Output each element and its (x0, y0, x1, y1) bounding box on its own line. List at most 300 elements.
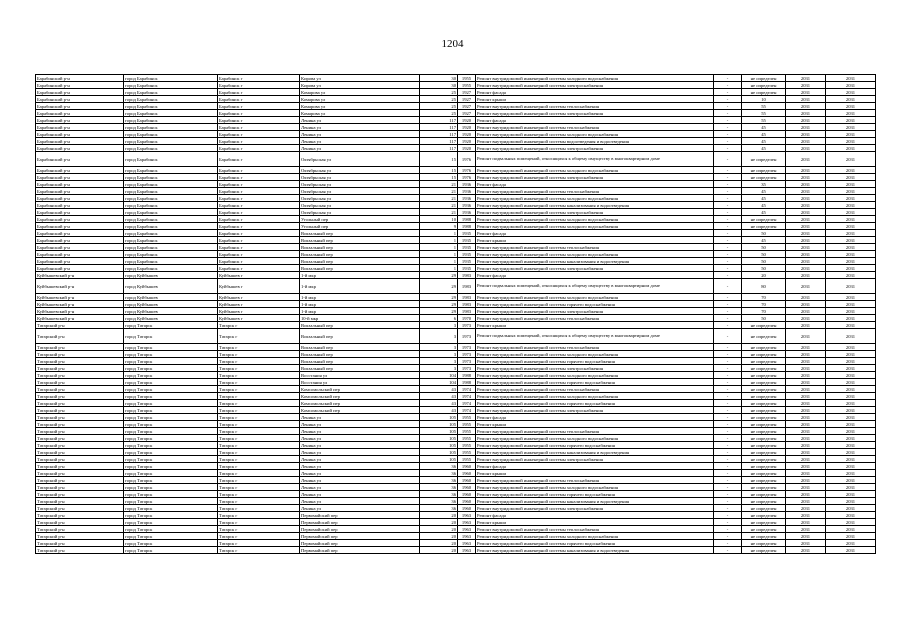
cell-year: 1936 (458, 181, 476, 188)
cell-house: 104 (420, 372, 458, 379)
cell-area: - (714, 294, 742, 301)
cell-locality: Татарск г (218, 512, 300, 519)
cell-start: 2031 (786, 308, 826, 315)
cell-house: 10 (420, 216, 458, 223)
cell-start: 2031 (786, 329, 826, 344)
table-row (36, 145, 876, 152)
cell-cost: не определен (742, 344, 786, 351)
cell-work: Ремонт внутридомовой инженерной системы горячего водоснабжения (476, 379, 714, 386)
cell-house: 105 (420, 435, 458, 442)
cell-street: Первомайский пер (300, 540, 420, 547)
cell-area: - (714, 272, 742, 279)
cell-locality: Барабинск г (218, 265, 300, 272)
table-row (36, 216, 876, 223)
cell-cost: не определен (742, 223, 786, 230)
cell-cost: 45 (742, 131, 786, 138)
table-row (36, 209, 876, 216)
cell-settlement: город Барабинск (124, 89, 218, 96)
cell-year: 1983 (458, 272, 476, 279)
cell-street: Комарова ул (300, 110, 420, 117)
cell-house: 117 (420, 117, 458, 124)
cell-district: Барабинский р-н (36, 145, 124, 152)
cell-cost: 45 (742, 195, 786, 202)
table-row (36, 329, 876, 344)
cell-settlement: город Татарск (124, 540, 218, 547)
table-row (36, 540, 876, 547)
cell-end: 2031 (826, 75, 876, 82)
cell-start: 2031 (786, 152, 826, 167)
cell-locality: Барабинск г (218, 145, 300, 152)
cell-street: Вокзальный пер (300, 251, 420, 258)
cell-district: Барабинский р-н (36, 167, 124, 174)
cell-work: Ремонт внутридомовой инженерной системы электроснабжения (476, 456, 714, 463)
cell-year: 1974 (458, 386, 476, 393)
cell-cost: 45 (742, 237, 786, 244)
cell-cost: 50 (742, 315, 786, 322)
cell-street: 1-й мкр (300, 301, 420, 308)
cell-street: Комарова ул (300, 89, 420, 96)
cell-house: 21 (420, 188, 458, 195)
cell-settlement: город Татарск (124, 491, 218, 498)
table-row (36, 322, 876, 329)
cell-end: 2031 (826, 329, 876, 344)
cell-locality: Татарск г (218, 526, 300, 533)
cell-locality: Татарск г (218, 421, 300, 428)
cell-year: 1927 (458, 89, 476, 96)
cell-settlement: город Барабинск (124, 174, 218, 181)
cell-start: 2031 (786, 463, 826, 470)
table-row (36, 407, 876, 414)
cell-start: 2031 (786, 188, 826, 195)
cell-year: 1955 (458, 435, 476, 442)
cell-area: - (714, 463, 742, 470)
cell-locality: Барабинск г (218, 195, 300, 202)
cell-district: Татарский р-н (36, 386, 124, 393)
cell-locality: Куйбышев г (218, 308, 300, 315)
cell-district: Татарский р-н (36, 477, 124, 484)
cell-end: 2031 (826, 512, 876, 519)
table-row (36, 89, 876, 96)
cell-house: 3 (420, 344, 458, 351)
cell-end: 2031 (826, 174, 876, 181)
cell-street: Ленина ул (300, 463, 420, 470)
cell-end: 2031 (826, 251, 876, 258)
cell-locality: Татарск г (218, 519, 300, 526)
cell-start: 2031 (786, 82, 826, 89)
cell-settlement: город Татарск (124, 428, 218, 435)
cell-end: 2031 (826, 110, 876, 117)
cell-start: 2031 (786, 96, 826, 103)
cell-street: Ленина ул (300, 491, 420, 498)
cell-district: Татарский р-н (36, 351, 124, 358)
cell-year: 1955 (458, 442, 476, 449)
cell-street: Ленина ул (300, 470, 420, 477)
cell-start: 2031 (786, 89, 826, 96)
cell-district: Татарский р-н (36, 533, 124, 540)
cell-end: 2031 (826, 209, 876, 216)
table-row (36, 258, 876, 265)
cell-start: 2031 (786, 351, 826, 358)
cell-street: Первомайский пер (300, 526, 420, 533)
cell-house: 20 (420, 512, 458, 519)
cell-start: 2031 (786, 131, 826, 138)
cell-district: Барабинский р-н (36, 237, 124, 244)
cell-settlement: город Барабинск (124, 209, 218, 216)
cell-locality: Татарск г (218, 463, 300, 470)
cell-work: Ремонт крыши (476, 519, 714, 526)
table-body (36, 75, 876, 554)
cell-street: Октябрьская ул (300, 174, 420, 181)
cell-work: Ремонт внутридомовой инженерной системы электроснабжения (476, 174, 714, 181)
cell-cost: не определен (742, 174, 786, 181)
cell-street: Первомайский пер (300, 512, 420, 519)
cell-house: 15 (420, 152, 458, 167)
cell-house: 29 (420, 301, 458, 308)
cell-end: 2031 (826, 442, 876, 449)
table-row (36, 400, 876, 407)
cell-district: Татарский р-н (36, 365, 124, 372)
cell-district: Татарский р-н (36, 414, 124, 421)
cell-work: Ремонт внутридомовой инженерной системы теплоснабжения (476, 386, 714, 393)
cell-street: 10-й мкр (300, 315, 420, 322)
cell-work: Ремонт внутридомовой инженерной системы канализования и водоотведения (476, 258, 714, 265)
cell-settlement: город Куйбышев (124, 279, 218, 294)
cell-cost: не определен (742, 449, 786, 456)
cell-end: 2031 (826, 272, 876, 279)
cell-cost: не определен (742, 477, 786, 484)
table-row (36, 351, 876, 358)
cell-year: 1963 (458, 540, 476, 547)
cell-settlement: город Барабинск (124, 223, 218, 230)
cell-settlement: город Куйбышев (124, 308, 218, 315)
cell-year: 1973 (458, 344, 476, 351)
cell-work: Ремонт внутридомовой инженерной системы водоотведения и водоотведения (476, 138, 714, 145)
cell-end: 2031 (826, 145, 876, 152)
cell-locality: Барабинск г (218, 124, 300, 131)
cell-end: 2031 (826, 258, 876, 265)
cell-end: 2031 (826, 491, 876, 498)
cell-locality: Барабинск г (218, 202, 300, 209)
cell-house: 29 (420, 294, 458, 301)
cell-district: Татарский р-н (36, 470, 124, 477)
cell-district: Барабинский р-н (36, 152, 124, 167)
cell-district: Барабинский р-н (36, 89, 124, 96)
cell-work: Ремонт внутридомовой инженерной системы электроснабжения (476, 209, 714, 216)
cell-end: 2031 (826, 463, 876, 470)
cell-locality: Татарск г (218, 329, 300, 344)
cell-year: 1935 (458, 244, 476, 251)
cell-start: 2031 (786, 449, 826, 456)
cell-start: 2031 (786, 230, 826, 237)
cell-work: Ремонт внутридомовой инженерной системы теплоснабжения (476, 244, 714, 251)
cell-district: Барабинский р-н (36, 75, 124, 82)
cell-end: 2031 (826, 237, 876, 244)
cell-settlement: город Барабинск (124, 131, 218, 138)
data-table (35, 74, 876, 554)
cell-settlement: город Татарск (124, 365, 218, 372)
cell-house: 1 (420, 244, 458, 251)
cell-start: 2031 (786, 407, 826, 414)
cell-cost: не определен (742, 547, 786, 554)
cell-work: Ремонт внутридомовой инженерной системы холодного водоснабжения (476, 351, 714, 358)
cell-street: Октябрьская ул (300, 181, 420, 188)
cell-street: Восстания ул (300, 379, 420, 386)
cell-year: 1955 (458, 414, 476, 421)
cell-start: 2031 (786, 181, 826, 188)
cell-settlement: город Куйбышев (124, 272, 218, 279)
cell-house: 1 (420, 230, 458, 237)
cell-district: Татарский р-н (36, 400, 124, 407)
cell-cost: 45 (742, 124, 786, 131)
table-row (36, 251, 876, 258)
cell-district: Татарский р-н (36, 484, 124, 491)
table-row (36, 223, 876, 230)
cell-settlement: город Татарск (124, 449, 218, 456)
cell-area: - (714, 145, 742, 152)
cell-year: 1976 (458, 152, 476, 167)
cell-cost: не определен (742, 379, 786, 386)
cell-locality: Барабинск г (218, 209, 300, 216)
cell-cost: не определен (742, 470, 786, 477)
cell-locality: Барабинск г (218, 244, 300, 251)
cell-work: Ремонт внутридомовой инженерной системы теплоснабжения (476, 188, 714, 195)
cell-settlement: город Татарск (124, 477, 218, 484)
cell-house: 29 (420, 272, 458, 279)
cell-settlement: город Татарск (124, 512, 218, 519)
cell-cost: не определен (742, 89, 786, 96)
cell-district: Татарский р-н (36, 322, 124, 329)
cell-cost: не определен (742, 414, 786, 421)
cell-district: Татарский р-н (36, 540, 124, 547)
cell-area: - (714, 188, 742, 195)
cell-area: - (714, 428, 742, 435)
cell-district: Барабинский р-н (36, 174, 124, 181)
table-row (36, 117, 876, 124)
cell-year: 1927 (458, 96, 476, 103)
cell-settlement: город Барабинск (124, 152, 218, 167)
cell-house: 105 (420, 449, 458, 456)
cell-area: - (714, 505, 742, 512)
cell-district: Татарский р-н (36, 344, 124, 351)
cell-locality: Татарск г (218, 547, 300, 554)
table-row (36, 498, 876, 505)
cell-work: Ремонт внутридомовой инженерной системы горячего водоснабжения (476, 491, 714, 498)
cell-end: 2031 (826, 308, 876, 315)
cell-year: 1960 (458, 477, 476, 484)
cell-house: 36 (420, 470, 458, 477)
cell-work: Ремонт фасада (476, 181, 714, 188)
cell-cost: не определен (742, 358, 786, 365)
cell-locality: Татарск г (218, 386, 300, 393)
cell-work: Ремонт внутридомовой инженерной системы холодного водоснабжения (476, 167, 714, 174)
cell-area: - (714, 547, 742, 554)
cell-work: Ремонт внутридомовой инженерной системы теплоснабжения (476, 103, 714, 110)
table-row (36, 202, 876, 209)
cell-locality: Татарск г (218, 344, 300, 351)
cell-area: - (714, 498, 742, 505)
cell-house: 25 (420, 110, 458, 117)
cell-settlement: город Барабинск (124, 230, 218, 237)
cell-district: Татарский р-н (36, 407, 124, 414)
cell-street: Ленина ул (300, 442, 420, 449)
cell-house: 117 (420, 138, 458, 145)
cell-end: 2031 (826, 244, 876, 251)
cell-settlement: город Татарск (124, 547, 218, 554)
table-row (36, 505, 876, 512)
table-row (36, 512, 876, 519)
cell-year: 1963 (458, 533, 476, 540)
cell-street: Ленина ул (300, 477, 420, 484)
cell-house: 3 (420, 358, 458, 365)
cell-locality: Татарск г (218, 400, 300, 407)
cell-cost: не определен (742, 216, 786, 223)
cell-year: 1927 (458, 110, 476, 117)
cell-end: 2031 (826, 294, 876, 301)
cell-locality: Татарск г (218, 456, 300, 463)
table-row (36, 358, 876, 365)
cell-cost: 45 (742, 138, 786, 145)
cell-street: Октябрьская ул (300, 152, 420, 167)
cell-cost: не определен (742, 540, 786, 547)
cell-area: - (714, 351, 742, 358)
cell-year: 1955 (458, 456, 476, 463)
table-row (36, 449, 876, 456)
cell-locality: Татарск г (218, 393, 300, 400)
cell-year: 1988 (458, 216, 476, 223)
cell-settlement: город Татарск (124, 407, 218, 414)
cell-year: 1936 (458, 195, 476, 202)
cell-district: Татарский р-н (36, 421, 124, 428)
cell-district: Татарский р-н (36, 512, 124, 519)
cell-end: 2031 (826, 449, 876, 456)
cell-district: Татарский р-н (36, 519, 124, 526)
cell-work: Ремонт крыши (476, 470, 714, 477)
cell-house: 25 (420, 96, 458, 103)
cell-start: 2031 (786, 491, 826, 498)
cell-district: Татарский р-н (36, 505, 124, 512)
cell-work: Ремонт фасада (476, 414, 714, 421)
cell-work: Ремонт подвальных помещений, относящихся к общему имуществу в многоквартирном доме (476, 329, 714, 344)
cell-locality: Татарск г (218, 442, 300, 449)
cell-cost: не определен (742, 428, 786, 435)
cell-year: 1935 (458, 237, 476, 244)
cell-end: 2031 (826, 407, 876, 414)
cell-locality: Татарск г (218, 491, 300, 498)
cell-locality: Барабинск г (218, 237, 300, 244)
cell-house: 20 (420, 540, 458, 547)
cell-start: 2031 (786, 477, 826, 484)
cell-year: 1988 (458, 372, 476, 379)
cell-end: 2031 (826, 322, 876, 329)
cell-end: 2031 (826, 344, 876, 351)
cell-work: Ремонт крыши (476, 421, 714, 428)
cell-area: - (714, 344, 742, 351)
cell-house: 1 (420, 265, 458, 272)
cell-start: 2031 (786, 167, 826, 174)
cell-year: 1955 (458, 421, 476, 428)
cell-house: 105 (420, 428, 458, 435)
cell-locality: Барабинск г (218, 174, 300, 181)
cell-house: 15 (420, 167, 458, 174)
cell-work: Ремонт фасада (476, 512, 714, 519)
cell-settlement: город Барабинск (124, 138, 218, 145)
cell-end: 2031 (826, 351, 876, 358)
cell-end: 2031 (826, 477, 876, 484)
cell-house: 21 (420, 195, 458, 202)
cell-street: Ленина ул (300, 456, 420, 463)
cell-start: 2031 (786, 145, 826, 152)
cell-year: 1973 (458, 351, 476, 358)
cell-area: - (714, 152, 742, 167)
cell-end: 2031 (826, 89, 876, 96)
cell-district: Татарский р-н (36, 526, 124, 533)
cell-district: Куйбышевский р-н (36, 301, 124, 308)
cell-street: Ленина ул (300, 117, 420, 124)
cell-start: 2031 (786, 202, 826, 209)
cell-settlement: город Барабинск (124, 145, 218, 152)
cell-cost: 55 (742, 103, 786, 110)
cell-start: 2031 (786, 301, 826, 308)
cell-cost: 45 (742, 209, 786, 216)
cell-locality: Барабинск г (218, 131, 300, 138)
cell-street: Ленина ул (300, 421, 420, 428)
cell-cost: 55 (742, 117, 786, 124)
cell-work: Ремонт фасада (476, 117, 714, 124)
table-row (36, 308, 876, 315)
cell-end: 2031 (826, 547, 876, 554)
cell-house: 21 (420, 181, 458, 188)
cell-district: Куйбышевский р-н (36, 279, 124, 294)
cell-cost: 50 (742, 244, 786, 251)
cell-year: 1935 (458, 258, 476, 265)
cell-work: Ремонт внутридомовой инженерной системы теплоснабжения (476, 477, 714, 484)
cell-cost: не определен (742, 393, 786, 400)
cell-cost: не определен (742, 533, 786, 540)
table-row (36, 181, 876, 188)
cell-cost: не определен (742, 519, 786, 526)
cell-area: - (714, 533, 742, 540)
cell-year: 1955 (458, 75, 476, 82)
cell-start: 2031 (786, 315, 826, 322)
cell-district: Татарский р-н (36, 428, 124, 435)
cell-start: 2031 (786, 484, 826, 491)
cell-settlement: город Барабинск (124, 96, 218, 103)
cell-settlement: город Куйбышев (124, 301, 218, 308)
cell-district: Барабинский р-н (36, 216, 124, 223)
cell-cost: не определен (742, 491, 786, 498)
cell-work: Ремонт внутридомовой инженерной системы электроснабжения (476, 110, 714, 117)
cell-cost: 70 (742, 294, 786, 301)
cell-end: 2031 (826, 484, 876, 491)
cell-locality: Татарск г (218, 449, 300, 456)
cell-district: Татарский р-н (36, 393, 124, 400)
cell-street: Ленина ул (300, 505, 420, 512)
cell-settlement: город Барабинск (124, 103, 218, 110)
cell-end: 2031 (826, 216, 876, 223)
cell-end: 2031 (826, 96, 876, 103)
cell-end: 2031 (826, 505, 876, 512)
cell-settlement: город Барабинск (124, 258, 218, 265)
cell-work: Ремонт внутридомовой инженерной системы электроснабжения (476, 407, 714, 414)
cell-work: Ремонт внутридомовой инженерной системы теплоснабжения (476, 526, 714, 533)
cell-street: Вокзальный пер (300, 237, 420, 244)
cell-settlement: город Татарск (124, 463, 218, 470)
table-row (36, 294, 876, 301)
cell-year: 1935 (458, 230, 476, 237)
cell-area: - (714, 209, 742, 216)
cell-start: 2031 (786, 421, 826, 428)
cell-cost: не определен (742, 167, 786, 174)
